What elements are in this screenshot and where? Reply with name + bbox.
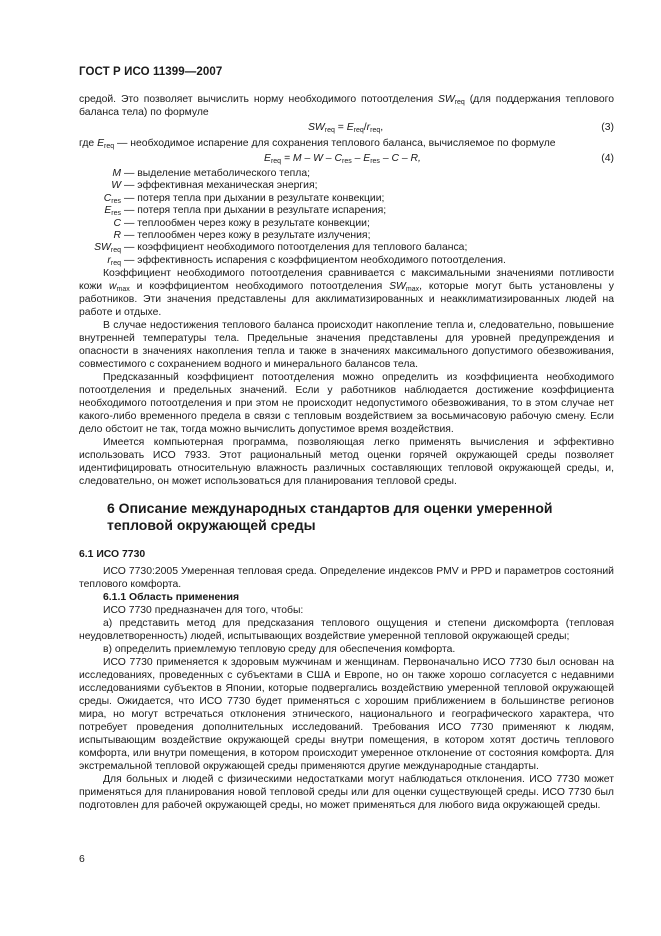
section-6-1-1-heading: 6.1.1 Область применения xyxy=(103,592,240,604)
definition-item: $r_{req}$ — эффективность испарения с коэффициентом необходимого потоотделения. xyxy=(107,254,506,267)
definition-item: $C_{res}$ — потеря тепла при дыхании в результате конвекции; xyxy=(103,192,385,205)
formula-4 xyxy=(79,152,614,166)
definition-item: M — выделение метаболического тепла; xyxy=(112,168,311,179)
scope-item-b: в) определить приемлемую тепловую среду для обеспечения комфорта. xyxy=(103,644,456,656)
paragraph-sick-subjects: Для больных и людей с физическими недостатками могут наблюдаться отклонения. ИСО 7730 может применяться для планирования новой тепловой среды или для оценки существующей среды. ИСО 7730 был подготовлен для рабочей окружающей среды, но может применяться для любого вида окружающей среды. xyxy=(79,774,614,812)
scope-intro: ИСО 7730 предназначен для того, чтобы: xyxy=(103,605,304,617)
definition-item: $SW_{req}$ — коэффициент необходимого потоотделения для теплового баланса; xyxy=(94,242,468,255)
section-6-1-intro: ИСО 7730:2005 Умеренная тепловая среда. Определение индексов PMV и PPD и параметров состояний теплового комфорта. xyxy=(79,566,614,591)
definition-item: C — теплообмен через кожу в результате конвекции; xyxy=(113,217,370,229)
section-6-heading: 6 Описание международных стандартов для оценки умеренной тепловой окружающей среды xyxy=(107,500,553,534)
formula-4-expression: $E_{req} = M - W - C_{res} - E_{res} - C - R$, xyxy=(264,153,421,165)
formula-3 xyxy=(79,121,614,135)
paragraph-predicted-sweat: Предсказанный коэффициент потоотделения можно определить из коэффициента необходимого потоотделения и предельных значений. Если у работников наблюдается достижение коэффициента необходимого потоотделения и при этом не происходит недопустимого обезвоживания, то в этом случае нет какого-либо временного предела в связи с тепловым воздействием за восьмичасовую рабочую смену. Если дело обстоит не так, тогда можно вычислить допустимое время воздействия. xyxy=(79,372,614,436)
symbol-definitions xyxy=(79,168,614,267)
where-line: где $E_{req}$ — необходимое испарение для сохранения теплового баланса, вычисляемое по формуле xyxy=(79,138,556,150)
formula-3-expression: $SW_{req} = E_{req}/r_{req}$, xyxy=(308,122,384,134)
document-body xyxy=(79,93,614,812)
paragraph-compare: Коэффициент необходимого потоотделения сравнивается с максимальными значениями потливости кожи $w_{max}$ и коэффициентом необходимого потоотделения $SW_{max}$, которые могут быть установлены у работников. Эти значения представлены для акклиматизированных и неакклиматизированных людей на работе и отдыхе. xyxy=(79,268,615,319)
definition-item: W — эффективная механическая энергия; xyxy=(111,180,318,192)
paragraph-heat-balance: В случае недостижения теплового баланса происходит накопление тепла и, следовательно, повышение внутренней температуры тела. Предельные значения представлены для уровней предупреждения и опасности в значениях накопления тепла и также в значениях максимального допустимого обезвоживания, совместимого с сохранением водного и минерального балансов тела. xyxy=(79,320,614,371)
section-6-1-heading: 6.1 ИСО 7730 xyxy=(79,549,146,561)
formula-3-number: (3) xyxy=(601,122,614,133)
paragraph-computer-program: Имеется компьютерная программа, позволяющая легко применять вычисления и эффективно использовать ИСО 7933. Этот рациональный метод оценки горячей окружающей среды позволяет идентифицировать относительную влажность различных составляющих тепловой окружающей среды, и, следовательно, он может использоваться для планирования тепловой среды. xyxy=(79,437,614,488)
paragraph-healthy-subjects: ИСО 7730 применяется к здоровым мужчинам и женщинам. Первоначально ИСО 7730 был основан на исследованиях, проведенных с субъектами в США и Европе, но он также хорошо согласуется с недавними исследованиями субъектов в Японии, которые подвергались воздействию умеренной тепловой окружающей среды. Ожидается, что ИСО 7730 будет применяться с хорошим приближением в большинстве регионов мира, но могут встречаться отклонения этнического, национального и географического характера, что потребует проведения дополнительных исследований. Требования ИСО 7730 применяют к людям, испытывающим воздействие окружающей среды внутри помещения, в котором хотят достичь теплового комфорта, или внутри помещения, в котором происходит умеренное отклонение от состояния комфорта. Для экстремальной тепловой окружающей среды применяются другие международные стандарты. xyxy=(79,657,614,773)
definition-item: $E_{res}$ — потеря тепла при дыхании в результате испарения; xyxy=(104,205,387,218)
formula-4-number: (4) xyxy=(601,153,614,164)
standard-id: ГОСТ Р ИСО 11399—2007 xyxy=(79,66,223,78)
scope-item-a: а) представить метод для предсказания теплового ощущения и степени дискомфорта (тепловая неудовлетворенность) людей, испытывающих воздействие умеренной тепловой окружающей среды; xyxy=(79,618,614,643)
page-number: 6 xyxy=(79,854,85,865)
intro-paragraph: средой. Это позволяет вычислить норму необходимого потоотделения $SW_{req}$ (для поддержания теплового баланса тела) по формуле xyxy=(79,94,614,118)
definition-item: R — теплообмен через кожу в результате излучения; xyxy=(113,230,371,242)
